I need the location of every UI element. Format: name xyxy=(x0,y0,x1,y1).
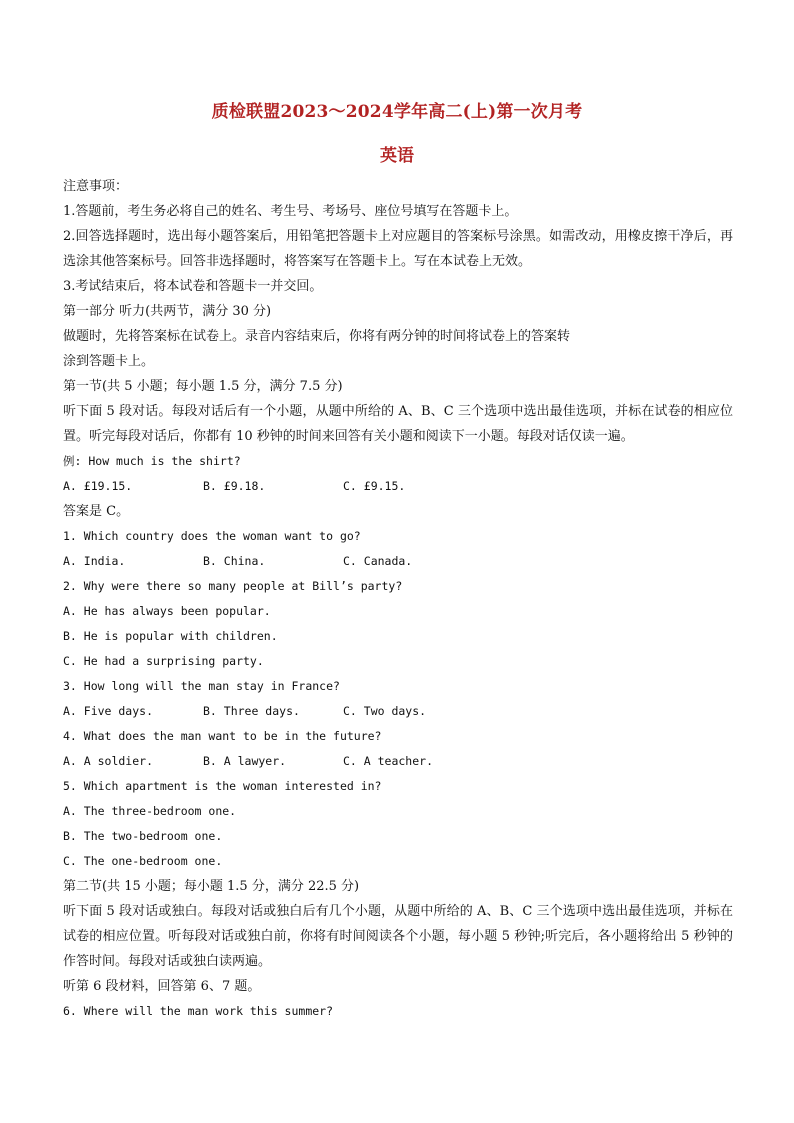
question-3-options xyxy=(63,699,733,724)
notice-item-2: 2.回答选择题时，选出每小题答案后，用铅笔把答题卡上对应题目的答案标号涂黑。如需改动，用橡皮擦干净后，再选涂其他答案标号。回答非选择题时，将答案写在答题卡上。写在本试卷上无效。 xyxy=(63,229,733,269)
section1-heading: 第一节(共 5 小题；每小题 1.5 分，满分 7.5 分) xyxy=(63,379,343,394)
question-2: 2. Why were there so many people at Bill’s party? xyxy=(63,579,403,593)
exam-title: 质检联盟2023～2024学年高二(上)第一次月考 xyxy=(211,102,583,122)
option-a: A. £19.15. xyxy=(63,479,133,493)
example-answer: 答案是 C。 xyxy=(63,504,130,519)
question-2-option-a: A. He has always been popular. xyxy=(63,604,271,618)
option-a: A. Five days. xyxy=(63,704,154,718)
section2-instruction: 听下面 5 段对话或独白。每段对话或独白后有几个小题，从题中所给的 A、B、C 三个选项中选出最佳选项，并标在试卷的相应位置。听每段对话或独白前，你将有时间阅读各个小题，每小题 5 秒钟;听完后，各小题将给出 5 秒钟的作答时间。每段对话或独白读两遍。 xyxy=(63,904,733,969)
option-b: B. A lawyer. xyxy=(203,754,287,768)
question-1: 1. Which country does the woman want to go? xyxy=(63,529,361,543)
option-c: C. Two days. xyxy=(343,704,427,718)
part1-instruction-line2: 涂到答题卡上。 xyxy=(63,354,155,369)
option-a: A. A soldier. xyxy=(63,754,154,768)
question-4-options xyxy=(63,749,733,774)
question-6: 6. Where will the man work this summer? xyxy=(63,1004,334,1018)
question-2-option-c: C. He had a surprising party. xyxy=(63,654,264,668)
question-5-option-c: C. The one-bedroom one. xyxy=(63,854,223,868)
option-b: B. Three days. xyxy=(203,704,300,718)
question-2-option-b: B. He is popular with children. xyxy=(63,629,278,643)
option-c: C. £9.15. xyxy=(343,479,406,493)
notice-item-1: 1.答题前，考生务必将自己的姓名、考生号、考场号、座位号填写在答题卡上。 xyxy=(63,204,518,219)
option-b: B. £9.18. xyxy=(203,479,266,493)
option-c: C. Canada. xyxy=(343,554,413,568)
question-1-options xyxy=(63,549,733,574)
exam-subject: 英语 xyxy=(380,146,414,166)
part1-instruction-line1: 做题时，先将答案标在试卷上。录音内容结束后，你将有两分钟的时间将试卷上的答案转 xyxy=(63,329,571,344)
question-5: 5. Which apartment is the woman interested in? xyxy=(63,779,382,793)
question-3: 3. How long will the man stay in France? xyxy=(63,679,340,693)
exam-body xyxy=(63,174,733,1024)
example-question: 例: How much is the shirt? xyxy=(63,454,241,468)
notice-heading: 注意事项： xyxy=(63,179,129,194)
section2-heading: 第二节(共 15 小题；每小题 1.5 分，满分 22.5 分) xyxy=(63,879,360,894)
part1-heading: 第一部分 听力(共两节，满分 30 分) xyxy=(63,304,272,319)
section1-instruction: 听下面 5 段对话。每段对话后有一个小题，从题中所给的 A、B、C 三个选项中选出最佳选项，并标在试卷的相应位置。听完每段对话后，你都有 10 秒钟的时间来回答有关小题和阅读下一小题。每段对话仅读一遍。 xyxy=(63,404,733,444)
example-options xyxy=(63,474,733,499)
question-5-option-a: A. The three-bedroom one. xyxy=(63,804,237,818)
option-b: B. China. xyxy=(203,554,266,568)
question-5-option-b: B. The two-bedroom one. xyxy=(63,829,223,843)
question-4: 4. What does the man want to be in the future? xyxy=(63,729,382,743)
option-c: C. A teacher. xyxy=(343,754,434,768)
notice-item-3: 3.考试结束后，将本试卷和答题卡一并交回。 xyxy=(63,279,323,294)
option-a: A. India. xyxy=(63,554,126,568)
material-6-heading: 听第 6 段材料，回答第 6、7 题。 xyxy=(63,979,261,994)
